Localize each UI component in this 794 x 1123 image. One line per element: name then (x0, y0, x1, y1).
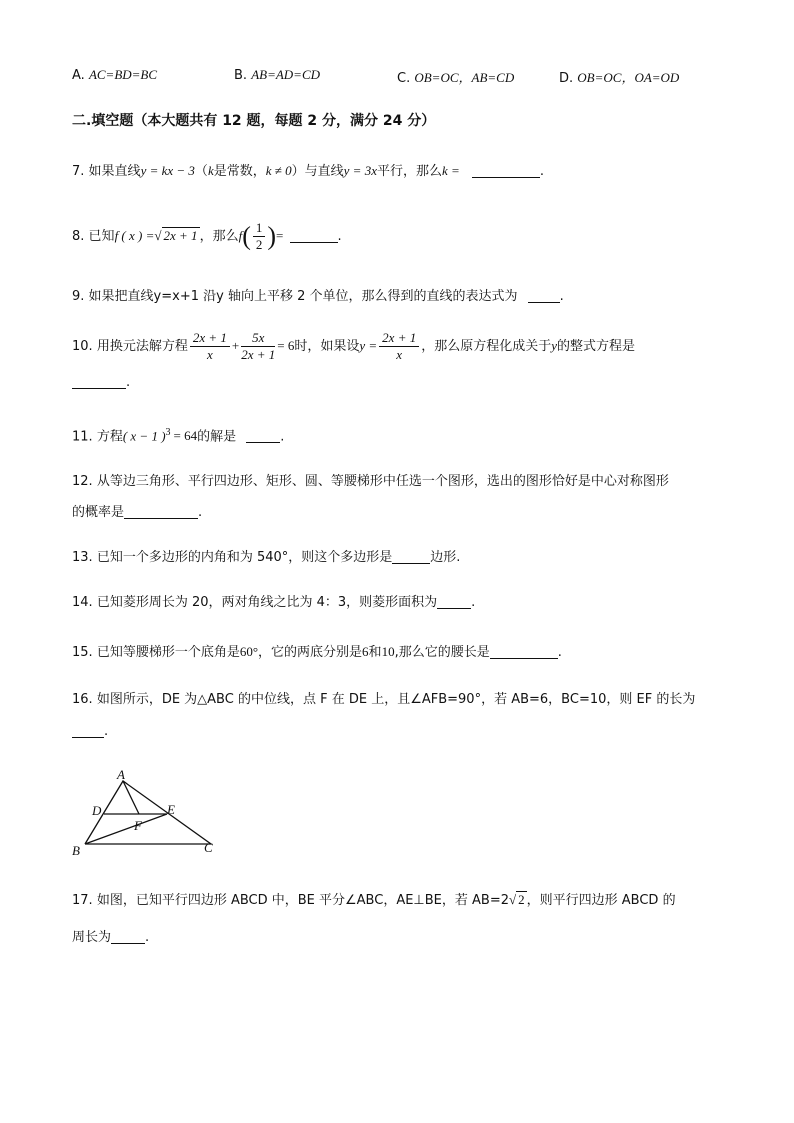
q9-answer-blank[interactable] (528, 288, 560, 303)
q8-text2: ，那么 (199, 229, 239, 244)
q8-answer-blank[interactable] (290, 228, 338, 243)
q11-end: . (280, 429, 285, 445)
q10-text2: 时，如果设 (294, 339, 360, 354)
q15-base-a: 6 (362, 644, 369, 659)
q10-answer-blank[interactable] (72, 374, 126, 389)
question-15 (72, 643, 732, 662)
q7-expr2: k ≠ 0 (265, 163, 292, 178)
q10-f3-num: 2x + 1 (379, 330, 419, 347)
question-9 (72, 288, 732, 306)
q10-plus: + (231, 338, 240, 353)
q8-frac-num: 1 (253, 220, 266, 237)
q17-text2: ，则平行四边形 ABCD 的 (526, 893, 676, 908)
question-7 (72, 162, 732, 181)
q7-text4: ）与直线 (291, 164, 344, 179)
q12-line1: 从等边三角形、平行四边形、矩形、圆、等腰梯形中任选一个图形，选出的图形恰好是中心对称图形 (96, 474, 669, 489)
option-c-text: OB=OC，AB=CD (414, 70, 515, 85)
option-c (397, 67, 514, 86)
q7-text5: 平行，那么 (376, 164, 442, 179)
label-c: C (204, 840, 213, 855)
label-a: A (117, 767, 125, 782)
q7-text3: 是常数， (213, 164, 266, 179)
q10-f3-den: x (396, 347, 403, 362)
option-c-label: C. (397, 71, 415, 86)
q15-number: 15. (72, 645, 97, 660)
q17-line2: 周长为 (72, 930, 112, 945)
q10-text4: 的整式方程是 (557, 339, 636, 354)
q8-f: f (238, 228, 243, 243)
q13-text2: 边形. (430, 550, 461, 565)
q12-end: . (198, 505, 203, 520)
q17-text1: 如图，已知平行四边形 ABCD 中，BE 平分∠ABC，AE⊥BE，若 AB=2 (96, 893, 509, 908)
q10-text1: 用换元法解方程 (96, 339, 188, 354)
q17-end: . (145, 930, 150, 945)
q10-number: 10. (72, 339, 97, 354)
label-e: E (167, 802, 175, 817)
q17-sqrt: 2 (518, 892, 525, 907)
q15-base-b: 10 (381, 644, 395, 659)
question-17: 17. 如图，已知平行四边形 ABCD 中，BE 平分∠ABC，AE⊥BE，若 AB=2√ 2 ，则平行四边形 ABCD 的 (72, 892, 676, 908)
label-d: D (92, 803, 102, 818)
q8-end: . (337, 229, 342, 244)
q7-end: . (539, 164, 545, 179)
q7-k: k (207, 163, 214, 178)
q17-answer-blank[interactable] (111, 929, 145, 944)
q7-answer-blank[interactable] (472, 163, 540, 178)
q10-f2-den: 2x + 1 (241, 347, 276, 362)
q12-answer-blank[interactable] (124, 504, 198, 519)
option-d-text: OB=OC，OA=OD (577, 70, 680, 85)
q10-y: y = (359, 338, 378, 353)
q16-end: . (104, 724, 109, 739)
q15-answer-blank[interactable] (490, 644, 558, 659)
q9-number: 9. (72, 289, 89, 304)
q10-eq: = 6 (277, 338, 295, 353)
question-11 (72, 422, 732, 448)
q10-f1-num: 2x + 1 (190, 330, 230, 347)
triangle-abc (85, 781, 211, 844)
q15-text1: 已知等腰梯形一个底角是 (96, 645, 240, 660)
q14-end: . (471, 595, 476, 610)
q16-number: 16. (72, 692, 97, 707)
option-d (559, 67, 679, 86)
question-8: 8. 已知f ( x ) =√ 2x + 1 ，那么f( $\frac{1}{2}$ )= . (72, 220, 342, 252)
q15-degree: 60° (239, 644, 259, 659)
q11-text1: 方程 (96, 429, 123, 445)
q14-number: 14. (72, 595, 97, 610)
q10-f2-num: 5x (241, 330, 275, 347)
triangle-figure (66, 764, 226, 860)
q11-text2: 的解是 (197, 429, 237, 445)
q11-answer-blank[interactable] (246, 428, 280, 443)
q13-text1: 已知一个多边形的内角和为 540°，则这个多边形是 (96, 550, 393, 565)
q8-frac-den: 2 (255, 237, 263, 252)
q8-number: 8. (72, 229, 89, 244)
q13-number: 13. (72, 550, 97, 565)
q15-end: . (557, 645, 562, 660)
option-b (234, 67, 320, 83)
question-12 (72, 473, 732, 491)
q11-expr: ( x − 1 ) (122, 428, 166, 444)
q7-text1: 如果直线 (88, 164, 141, 179)
q10-yv: y (551, 338, 558, 353)
q7-expr1: y = kx − 3 (140, 163, 195, 178)
question-10 (72, 326, 732, 368)
q16-line1: 如图所示，DE 为△ABC 的中位线，点 F 在 DE 上，且∠AFB=90°，若 AB=6，BC=10，则 EF 的长为 (96, 692, 696, 707)
q8-expr1: f ( x ) = (114, 228, 155, 243)
q14-answer-blank[interactable] (437, 594, 471, 609)
option-a (72, 67, 157, 83)
section-title: 二.填空题（本大题共有 12 题，每题 2 分，满分 24 分） (72, 113, 436, 129)
q9-text: 如果把直线y=x+1 沿y 轴向上平移 2 个单位，那么得到的直线的表达式为 (88, 289, 518, 304)
question-16-line2 (72, 723, 732, 741)
q7-expr4: k = (441, 163, 460, 178)
option-a-label: A. (72, 68, 89, 83)
question-17-line2 (72, 929, 732, 947)
q12-line2: 的概率是 (72, 505, 125, 520)
question-13 (72, 549, 732, 567)
q10-f1-den: x (206, 347, 213, 362)
q7-number: 7. (72, 164, 89, 179)
q16-answer-blank[interactable] (72, 723, 104, 738)
option-a-text: AC=BD=BC (88, 67, 158, 82)
question-10-line2 (72, 374, 732, 392)
q11-expr2: = 64 (173, 428, 198, 444)
q11-number: 11. (72, 429, 97, 445)
question-12-line2 (72, 504, 732, 522)
q15-text2: ，它的两底分别是 (258, 645, 363, 660)
q10-text3: ，那么原方程化成关于 (421, 339, 552, 354)
question-14 (72, 594, 732, 612)
option-d-label: D. (559, 71, 578, 86)
q11-exponent: 3 (165, 427, 171, 438)
question-16 (72, 691, 732, 709)
segment-bf (85, 814, 167, 844)
q7-expr3: y = 3x (343, 163, 377, 178)
q9-end: . (559, 289, 564, 304)
q12-number: 12. (72, 474, 97, 489)
q10-end: . (126, 375, 131, 390)
q15-text3: ,那么它的腰长是 (394, 645, 490, 660)
q15-and: 和 (368, 645, 382, 660)
option-b-label: B. (234, 68, 252, 83)
q8-text1: 已知 (88, 229, 115, 244)
option-b-text: AB=AD=CD (251, 67, 321, 82)
q17-number: 17. (72, 893, 97, 908)
q8-sqrt: 2x + 1 (163, 228, 198, 243)
q13-answer-blank[interactable] (392, 549, 430, 564)
q7-text2: （ (194, 164, 208, 179)
label-f: F (134, 818, 142, 833)
q8-eq: = (276, 228, 284, 243)
label-b: B (72, 843, 80, 858)
q14-text: 已知菱形周长为 20，两对角线之比为 4：3，则菱形面积为 (96, 595, 438, 610)
